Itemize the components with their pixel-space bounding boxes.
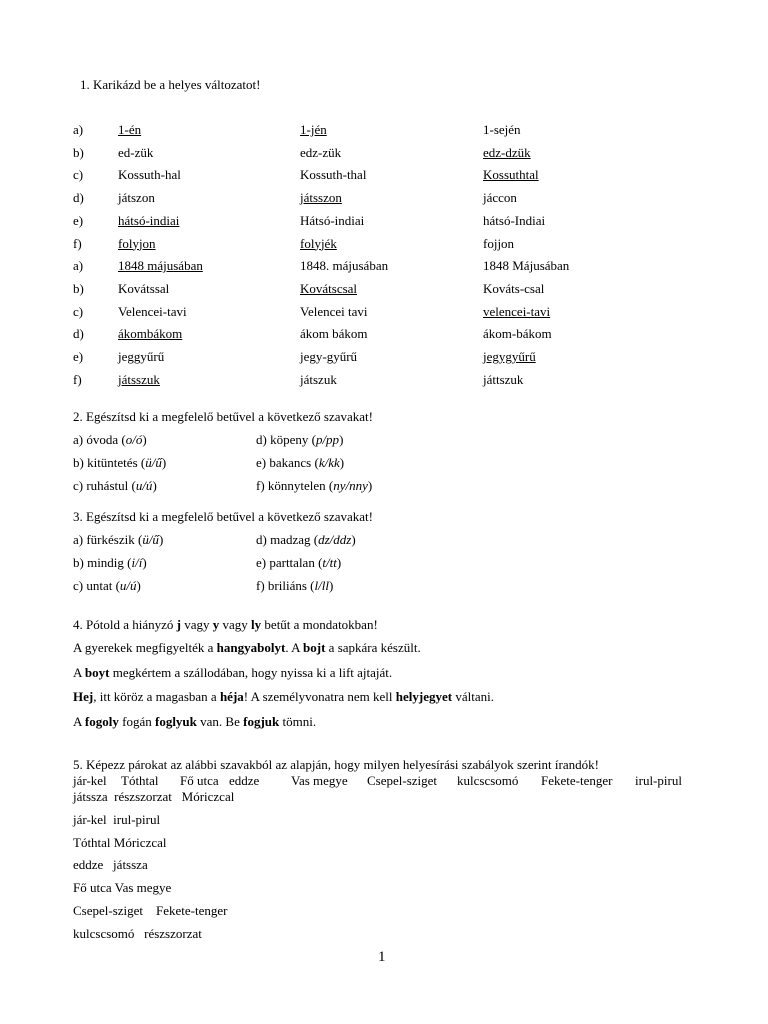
ex4-sentence: Hej, itt köröz a magasban a héja! A személyvonatra nem kell helyjegyet váltani. <box>73 689 494 704</box>
ex1-row <box>73 213 713 229</box>
ex1-option: ákombákom <box>118 326 183 342</box>
page-number: 1 <box>378 949 386 965</box>
ex1-row-letter: f) <box>73 371 82 387</box>
ex1-row-letter: e) <box>73 212 84 228</box>
ex3-title: 3. Egészítsd ki a megfelelő betűvel a következő szavakat! <box>73 509 373 524</box>
ex1-option: jeggyűrű <box>118 349 165 364</box>
ex5-word: eddze <box>229 773 260 788</box>
ex1-row <box>73 236 713 252</box>
ex2-item: e) bakancs (k/kk) <box>256 455 345 470</box>
ex1-option: játsszuk <box>118 371 160 387</box>
ex1-option: játsszon <box>300 190 342 206</box>
ex1-option: edz-dzük <box>483 144 531 160</box>
ex4-sentence: A gyerekek megfigyelték a hangyabolyt. A bojt a sapkára készült. <box>73 640 421 655</box>
ex1-title: 1. Karikázd be a helyes változatot! <box>80 77 261 92</box>
ex2-item: f) könnytelen (ny/nny) <box>256 478 373 493</box>
ex1-row <box>73 349 713 365</box>
ex2-row <box>73 455 573 471</box>
ex1-option: 1848 májusában <box>118 258 203 274</box>
bold-word: ly <box>251 617 262 632</box>
ex1-option: Velencei tavi <box>300 303 368 319</box>
ex2-row <box>73 478 573 494</box>
ex1-option: játtszuk <box>483 371 524 387</box>
ex3-item: b) mindig (i/í) <box>73 555 147 570</box>
ex1-option: ákom-bákom <box>483 326 552 342</box>
ex5-title: 5. Képezz párokat az alábbi szavakból az alapján, hogy milyen helyesírási szabályok szerint írandók! <box>73 757 599 772</box>
ex1-option: Velencei-tavi <box>118 303 187 319</box>
ex2-hint: p/pp <box>315 432 340 447</box>
ex1-row-letter: d) <box>73 190 84 206</box>
ex5-word: irul-pirul <box>635 773 682 788</box>
ex5-word-list <box>73 773 713 789</box>
ex1-row-letter: b) <box>73 144 84 160</box>
ex1-option: játszuk <box>300 371 337 387</box>
ex5-pair: Fő utca Vas megye <box>73 880 172 896</box>
ex1-option: Kovátssal <box>118 280 170 296</box>
ex5-word: Vas megye <box>291 773 348 788</box>
ex3-hint: u/ú <box>119 578 137 593</box>
ex1-row-letter: c) <box>73 167 84 183</box>
ex1-option: 1-sején <box>483 122 521 137</box>
ex2-item: d) köpeny (p/pp) <box>256 432 344 447</box>
ex1-option: jegy-gyűrű <box>300 349 358 364</box>
ex1-option: 1848. májusában <box>300 258 389 274</box>
ex2-item: b) kitüntetés (ü/ű) <box>73 455 167 470</box>
ex3-item: f) briliáns (l/ll) <box>256 578 334 593</box>
ex2-hint: ü/ű <box>145 455 162 470</box>
bold-word: boyt <box>84 664 110 680</box>
ex5-word: Tóthtal <box>121 773 159 788</box>
ex1-row <box>73 122 713 138</box>
bold-word: fogoly <box>84 713 119 729</box>
ex1-option: fojjon <box>483 235 515 251</box>
ex3-item: a) fürkészik (ü/ű) <box>73 532 164 547</box>
bold-word: y <box>212 617 220 632</box>
ex1-row <box>73 304 713 320</box>
ex3-row <box>73 578 573 594</box>
ex1-option: hátsó-Indiai <box>483 212 546 228</box>
ex2-title: 2. Egészítsd ki a megfelelő betűvel a következő szavakat! <box>73 409 373 424</box>
ex3-hint: i/í <box>131 555 143 570</box>
ex1-option: jegygyűrű <box>483 349 536 364</box>
ex1-row <box>73 258 713 274</box>
ex2-hint: ny/nny <box>333 478 368 493</box>
ex1-option: Kovátscsal <box>300 280 358 296</box>
ex1-option: Kováts-csal <box>483 280 545 296</box>
ex3-hint: t/tt <box>322 555 337 570</box>
ex3-hint: l/ll <box>314 578 329 593</box>
bold-word: helyjegyet <box>395 689 453 704</box>
ex5-word: Fő utca <box>180 773 219 788</box>
ex4-title: 4. Pótold a hiányzó j vagy y vagy ly betűt a mondatokban! <box>73 617 378 632</box>
ex1-option: Hátsó-indiai <box>300 212 365 228</box>
bold-word: bojt <box>303 640 326 655</box>
ex3-row <box>73 555 573 571</box>
bold-word: hangyabolyt <box>216 640 286 655</box>
ex5-pair: eddze játssza <box>73 857 148 873</box>
ex1-option: ed-zük <box>118 144 154 160</box>
ex1-row-letter: a) <box>73 122 84 137</box>
ex1-row-letter: c) <box>73 303 84 319</box>
ex5-word: jár-kel <box>73 773 107 788</box>
ex1-option: hátsó-indiai <box>118 212 180 228</box>
ex1-option: edz-zük <box>300 144 342 160</box>
ex1-row <box>73 372 713 388</box>
ex2-hint: u/ú <box>135 478 153 493</box>
ex5-pair: jár-kel irul-pirul <box>73 812 161 827</box>
ex5-word: Fekete-tenger <box>541 773 613 788</box>
ex1-row-letter: f) <box>73 235 82 251</box>
ex3-item: e) parttalan (t/tt) <box>256 555 342 570</box>
ex1-row <box>73 190 713 206</box>
ex1-row-letter: b) <box>73 280 84 296</box>
ex1-option: Kossuthtal <box>483 167 539 183</box>
ex3-row <box>73 532 573 548</box>
ex1-row <box>73 145 713 161</box>
ex1-row-letter: e) <box>73 349 84 364</box>
ex1-option: Kossuth-hal <box>118 167 181 183</box>
ex2-item: a) óvoda (o/ó) <box>73 432 147 447</box>
ex5-word-list-2: játssza részszorzat Móriczcal <box>73 789 235 804</box>
bold-word: j <box>176 617 181 632</box>
ex3-item: d) madzag (dz/ddz) <box>256 532 356 547</box>
ex5-word: Csepel-sziget <box>367 773 438 788</box>
ex2-hint: o/ó <box>125 432 143 447</box>
ex1-option: jáccon <box>483 190 517 206</box>
ex1-option: folyjék <box>300 235 337 251</box>
ex1-option: folyjon <box>118 235 156 251</box>
ex2-row <box>73 432 573 448</box>
ex2-hint: k/kk <box>318 455 340 470</box>
ex1-option: 1-jén <box>300 122 327 137</box>
bold-word: fogjuk <box>243 713 280 729</box>
ex2-item: c) ruhástul (u/ú) <box>73 478 157 493</box>
ex1-row-letter: d) <box>73 326 84 342</box>
ex5-pair: Tóthtal Móriczcal <box>73 834 167 850</box>
bold-word: Hej <box>73 689 94 704</box>
ex1-row <box>73 167 713 183</box>
ex1-option: ákom bákom <box>300 326 368 342</box>
ex1-option: Kossuth-thal <box>300 167 367 183</box>
ex5-pair: kulcscsomó részszorzat <box>73 925 202 941</box>
bold-word: héja <box>219 689 244 704</box>
ex3-item: c) untat (u/ú) <box>73 578 141 593</box>
ex5-pair: Csepel-sziget Fekete-tenger <box>73 902 228 918</box>
ex1-option: velencei-tavi <box>483 303 551 319</box>
ex1-option: játszon <box>118 190 155 206</box>
ex3-hint: ü/ű <box>142 532 159 547</box>
ex4-sentence: A boyt megkértem a szállodában, hogy nyissa ki a lift ajtaját. <box>73 664 393 680</box>
ex4-sentence: A fogoly fogán foglyuk van. Be fogjuk tömni. <box>73 713 317 729</box>
ex1-row <box>73 326 713 342</box>
ex1-option: 1848 Májusában <box>483 258 570 274</box>
ex1-row-letter: a) <box>73 258 84 274</box>
ex3-hint: dz/ddz <box>318 532 352 547</box>
ex1-row <box>73 281 713 297</box>
bold-word: foglyuk <box>154 713 197 729</box>
ex1-option: 1-én <box>118 122 142 137</box>
ex5-word: kulcscsomó <box>457 773 519 788</box>
